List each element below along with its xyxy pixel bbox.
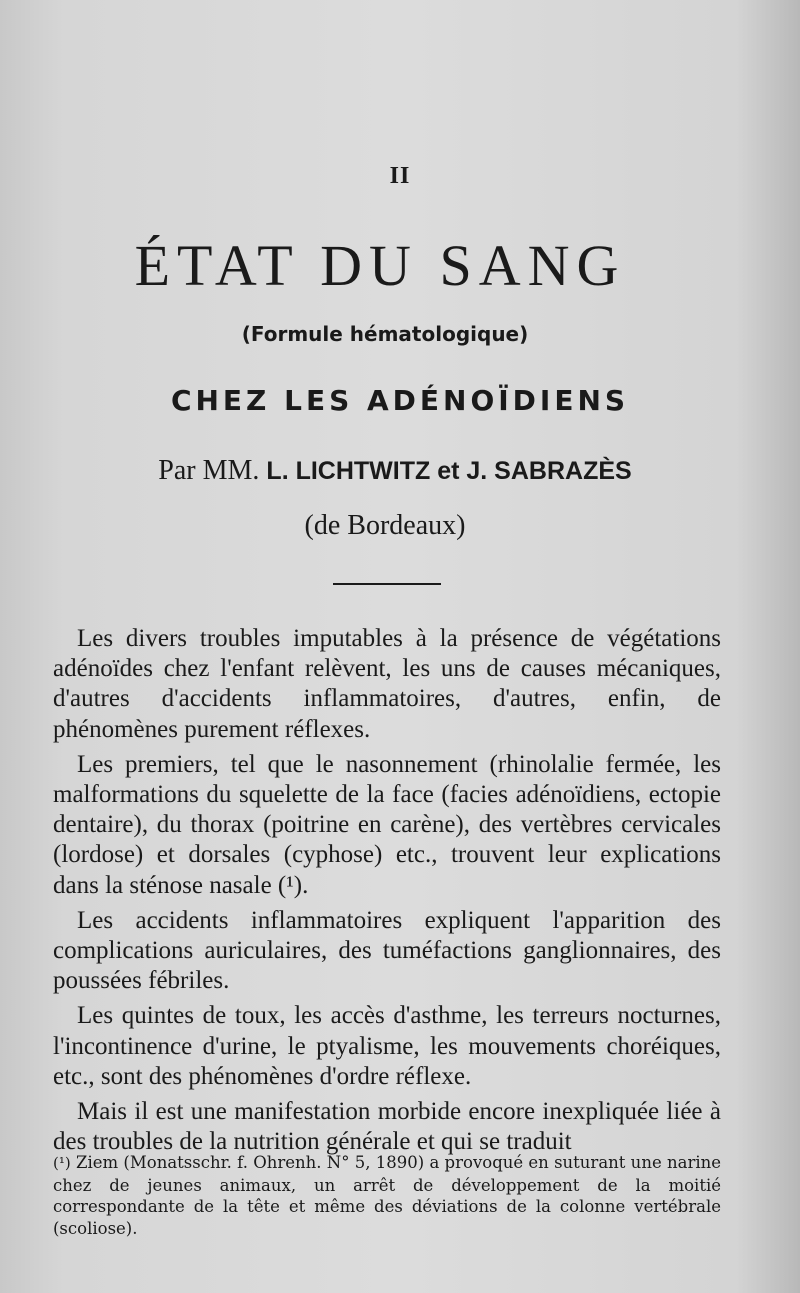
paragraph: Les quintes de toux, les accès d'asthme, les terreurs nocturnes, l'incontinence d'urine, le ptyalisme, les mouvements choréiques, etc., sont des phénomènes d'ordre réflexe. <box>53 1002 721 1090</box>
paragraph: Les accidents inflammatoires expliquent l'apparition des complications auriculaires, des tuméfactions ganglionnaires, des poussées fébriles. <box>53 906 721 995</box>
section-number: II <box>389 163 411 189</box>
footnote-text: Ziem (Monatsschr. f. Ohrenh. N° 5, 1890) a provoqué en suturant une narine chez de jeunes animaux, un arrêt de développement de la moitié correspondante de la tête et même des déviations de la colonne vertébrale (scoliose). <box>53 1153 721 1238</box>
article-subtitle: (Formule hématologique) <box>241 322 529 346</box>
author-names: L. LICHTWITZ et J. SABRAZÈS <box>266 457 632 485</box>
footnote <box>53 1152 721 1239</box>
footnote-mark: (¹) <box>53 1154 71 1172</box>
byline <box>0 455 790 487</box>
author-origin: (de Bordeaux) <box>304 510 466 541</box>
paragraph: Les divers troubles imputables à la présence de végétations adénoïdes chez l'enfant relèvent, les uns de causes mécaniques, d'autres d'accidents inflammatoires, d'autres, enfin, de phénomènes purement réflexes. <box>53 625 721 743</box>
article-title: ÉTAT DU SANG <box>134 233 626 298</box>
byline-prefix: Par MM. <box>158 455 260 486</box>
body-text <box>53 624 721 1162</box>
article-topic: CHEZ LES ADÉNOÏDIENS <box>170 384 630 417</box>
title-divider <box>333 583 441 585</box>
paragraph: Mais il est une manifestation morbide encore inexpliquée liée à des troubles de la nutrition générale et qui se traduit <box>53 1098 721 1156</box>
paragraph: Les premiers, tel que le nasonnement (rhinolalie fermée, les malformations du squelette de la face (facies adénoïdiens, ectopie dentaire), du thorax (poitrine en carène), des vertèbres cervicales (lordose) et dorsales (cyphose) etc., trouvent leur explications dans la sténose nasale (¹). <box>53 750 721 899</box>
